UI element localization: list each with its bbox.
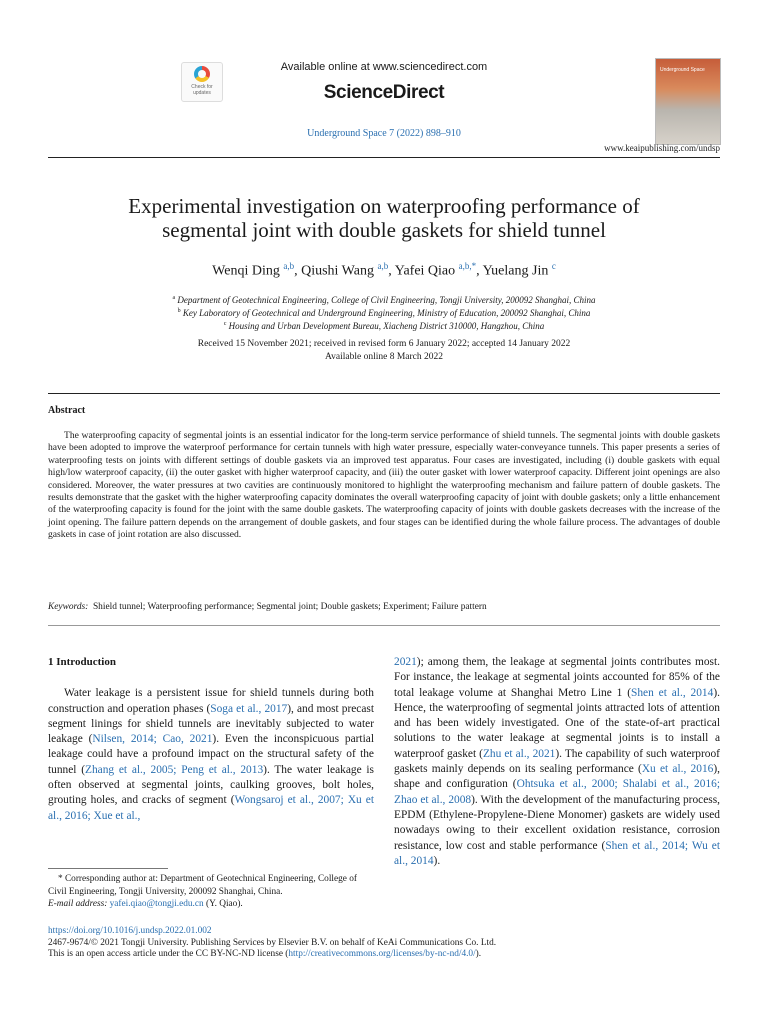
intro-paragraph-2 — [394, 655, 720, 869]
body-text: ). With the development of the manufacturing process, EPDM (Ethylene-Propylene-Diene Monomer) gaskets are widely used nowadays owing to their excellent oxidation resistance, corrosion resistance, low cost and stable performance ( — [394, 793, 720, 852]
title-line-2: segmental joint with double gaskets for shield tunnel — [162, 218, 606, 242]
author-affil[interactable]: c — [551, 261, 556, 271]
body-text: ); among them, the leakage at segmental joints contributes most. For instance, the leakage at segmental joints accounted for 85% of the total leakage volume at Shanghai Metro Line 1 ( — [394, 656, 720, 699]
email-link[interactable]: yafei.qiao@tongji.edu.cn — [109, 899, 204, 909]
keywords-list: Shield tunnel; Waterproofing performance; Segmental joint; Double gaskets; Experiment; Failure pattern — [92, 602, 487, 612]
publisher-website[interactable]: www.keaipublishing.com/undsp — [604, 143, 720, 153]
right-column — [394, 655, 720, 869]
available-date: Available online 8 March 2022 — [324, 352, 443, 362]
corresponding-author-note: * Corresponding author at: Department of Geotechnical Engineering, College of Civil Engineering, Tongji University, 200092 Shanghai, China. E-mail address: yafei.qiao@tongji.edu.cn (Y. Qiao). — [48, 874, 357, 909]
journal-citation[interactable]: Underground Space 7 (2022) 898–910 — [307, 128, 461, 139]
header-divider — [48, 157, 720, 158]
crossmark-label: Check for updates — [191, 84, 213, 96]
doi-link[interactable]: https://doi.org/10.1016/j.undsp.2022.01.002 — [48, 926, 212, 936]
title-line-1: Experimental investigation on waterproofing performance of — [128, 194, 640, 218]
body-text: ). The water leakage is often observed at segmental joints, caulking grooves, bolt holes, grouting holes, and cracks of segment ( — [48, 763, 374, 807]
abstract-text: The waterproofing capacity of segmental joints is an essential indicator for the long-term service performance of shield tunnels. The segmental joints with double gaskets have been adopted to improve the waterproof performance for certain tunnels with high water pressure, especially water-conveyance tunnels. This paper presents a series of waterproofing tests on joints with different settings of double gaskets via an improved test apparatus. Four cases are investigated, including (i) double gaskets with equal high/low waterproof capacity, (ii) the outer gasket with higher waterproof capacity, and (iii) the outer gasket with lower waterproof capacity. Different joint openings are also considered. Moreover, the water pressures at two cavities are continuously monitored to highlight the waterproofing mechanism and failure pattern of double gaskets. The results demonstrate that the gasket with the higher waterproofing capacity dominates the overall waterproofing capacity of joint with double gaskets; only a little enhancement of the waterproofing capacity is found for the joint with the same double gaskets. The waterproofing capacity of joints with double gaskets decreases with the increase of the joint opening. The failure pattern depends on the arrangement of double gaskets, and four stages can be identified during the whole failure process. The advantages of double gaskets in case of joint rotation are also discussed. — [48, 430, 720, 541]
citation-link[interactable]: Soga et al., 2017 — [210, 702, 288, 715]
footnote-divider — [48, 868, 168, 869]
citation-link[interactable]: Wongsaroj et al., 2007; Xu et al., 2016; Xue et al., — [48, 794, 375, 822]
citation-link[interactable]: Nilsen, 2014; Cao, 2021 — [92, 733, 213, 746]
author-name: Wenqi Ding — [212, 263, 280, 279]
body-text: Water leakage is a persistent issue for shield tunnels during both construction and operation phases ( — [48, 687, 374, 715]
left-column — [48, 655, 374, 824]
intro-paragraph-1 — [48, 686, 374, 824]
journal-cover — [655, 58, 721, 145]
received-dates: Received 15 November 2021; received in revised form 6 January 2022; accepted 14 January 2022 — [197, 339, 571, 349]
article-title — [60, 194, 708, 242]
author-affil[interactable]: a,b,* — [458, 261, 477, 271]
author-affil[interactable]: a,b — [283, 261, 295, 271]
body-text: ), shape and configuration ( — [394, 763, 720, 791]
body-text: ). — [433, 854, 441, 867]
citation-link[interactable]: Zhu et al., 2021 — [482, 747, 556, 760]
license-line: This is an open access article under the CC BY-NC-ND license (http://creativecommons.org/licenses/by-nc-nd/4.0/). — [48, 949, 482, 960]
abstract-divider — [48, 393, 720, 394]
author-name: Yuelang Jin — [482, 263, 549, 279]
citation-link[interactable]: 2021 — [394, 656, 417, 668]
citation-link[interactable]: Zhang et al., 2005; Peng et al., 2013 — [85, 763, 264, 776]
keywords-label: Keywords: — [48, 602, 89, 612]
page-footer — [48, 926, 748, 961]
body-text: ). Hence, the waterproofing of segmental joints attracted lots of attention and has been widely investigated. One of the state-of-art practical solutions to the water leakage at segmental joints is to install a waterproof gasket ( — [394, 686, 720, 760]
sciencedirect-logo[interactable]: ScienceDirect — [323, 82, 445, 103]
author-affil[interactable]: a,b — [377, 261, 389, 271]
cover-title: Underground Space — [660, 67, 705, 73]
body-text: ), and most precast segment linings for shield tunnels are inevitably subjected to water leakage ( — [48, 702, 374, 746]
affiliation-a: $^a$ Department of Geotechnical Engineering, College of Civil Engineering, Tongji University, 200092 Shanghai, China — [172, 295, 596, 305]
affiliation-b: $^b$ Key Laboratory of Geotechnical and Underground Engineering, Ministry of Education, 200092 Shanghai, China — [177, 308, 591, 318]
copyright: 2467-9674/© 2021 Tongji University. Publishing Services by Elsevier B.V. on behalf of KeAi Communications Co. Ltd. — [48, 937, 497, 948]
keywords — [48, 602, 720, 612]
body-text: ). The capability of such waterproof gaskets mainly depends on its sealing performance ( — [394, 747, 720, 776]
section-heading: 1 Introduction — [48, 656, 116, 668]
citation-link[interactable]: Xu et al., 2016 — [641, 763, 714, 776]
citation-link[interactable]: Shen et al., 2014; Wu et al., 2014 — [394, 839, 721, 867]
author-name: Yafei Qiao — [394, 263, 456, 279]
citation-link[interactable]: Ohtsuka et al., 2000; Shalabi et al., 2016; Zhao et al., 2008 — [394, 778, 720, 806]
citation-link[interactable]: Shen et al., 2014 — [631, 686, 714, 699]
license-link[interactable]: http://creativecommons.org/licenses/by-nc-nd/4.0/ — [288, 949, 476, 960]
available-online: Available online at www.sciencedirect.com — [280, 61, 488, 73]
author-name: Qiushi Wang — [301, 263, 374, 279]
abstract-heading: Abstract — [48, 405, 86, 416]
author-list: Wenqi Ding $^{a,b}$, Qiushi Wang $^{a,b}$, Yafei Qiao $^{a,b,*}$, Yuelang Jin $^c$ — [212, 261, 556, 279]
affiliation-c: $^c$ Housing and Urban Development Bureau, Xiacheng District 310000, Hangzhou, China — [223, 321, 545, 331]
body-text: ). Even the inconspicuous partial leakage could have a profound impact on the structural safety of the tunnel ( — [48, 733, 374, 776]
body-divider — [48, 625, 720, 626]
